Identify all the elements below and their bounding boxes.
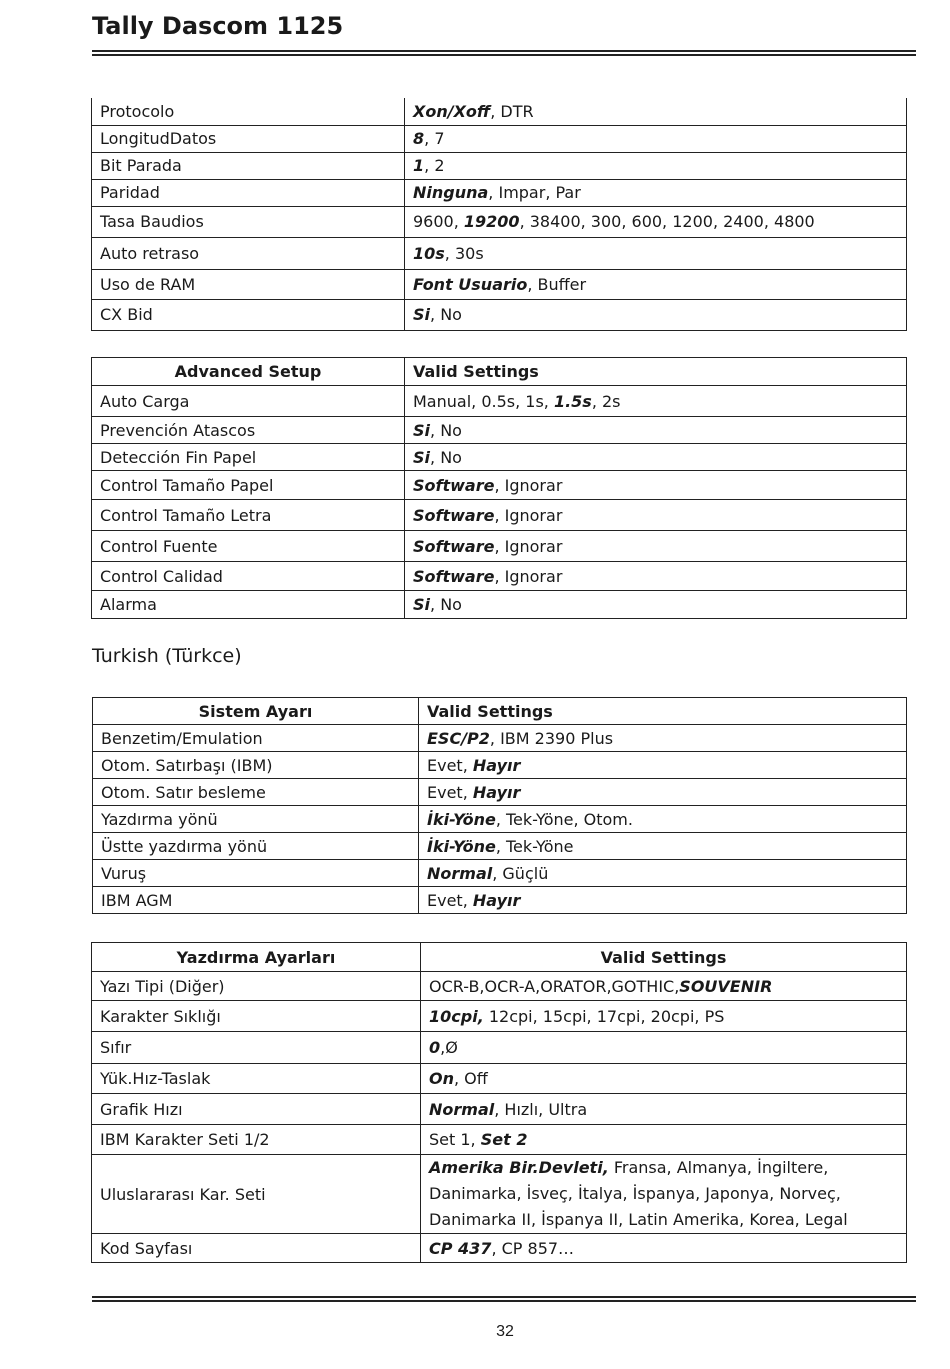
option-text: , Hızlı, Ultra	[494, 1099, 588, 1119]
option-text: , Ignorar	[494, 475, 563, 495]
default-value: Software	[413, 505, 495, 525]
table-row	[93, 725, 907, 752]
setting-label: Prevención Atascos	[92, 417, 405, 444]
default-value: Normal	[427, 863, 493, 883]
table-row	[92, 1001, 907, 1032]
option-text: , Off	[454, 1069, 488, 1088]
option-text: , Buffer	[527, 274, 587, 294]
setting-values	[405, 152, 907, 179]
option-text: , Ignorar	[494, 536, 563, 556]
column-header: Sistem Ayarı	[93, 698, 419, 725]
default-value: Hayır	[472, 755, 521, 775]
default-value: Si	[413, 595, 431, 614]
setting-label: Control Fuente	[92, 531, 405, 562]
setting-label: Control Tamaño Papel	[92, 471, 405, 500]
setting-values	[421, 972, 907, 1001]
setting-values	[405, 386, 907, 417]
setting-values	[405, 269, 907, 299]
serial-settings-table	[91, 98, 907, 331]
column-header: Advanced Setup	[92, 358, 405, 386]
default-value: 0	[429, 1038, 441, 1057]
option-text: , Impar, Par	[488, 183, 581, 202]
table-row	[93, 806, 907, 833]
option-text: , Tek-Yöne	[495, 836, 574, 856]
setting-values	[419, 860, 907, 887]
setting-values	[405, 531, 907, 562]
default-value: Si	[413, 305, 431, 324]
setting-label: Kod Sayfası	[92, 1234, 421, 1263]
option-text: , Ignorar	[494, 566, 563, 586]
default-value: Software	[413, 536, 495, 556]
table-row	[92, 471, 907, 500]
setting-values	[405, 444, 907, 471]
table-row	[92, 98, 907, 125]
setting-label: Uluslararası Kar. Seti	[92, 1155, 421, 1234]
option-text: , CP 857…	[491, 1238, 575, 1258]
setting-label: Bit Parada	[92, 152, 405, 179]
option-text: Manual, 0.5s, 1s,	[413, 391, 554, 411]
setting-values	[421, 1155, 907, 1234]
option-text: , No	[430, 595, 462, 614]
setting-values	[405, 500, 907, 531]
setting-label: Yazı Tipi (Diğer)	[92, 972, 421, 1001]
option-text: , 7	[424, 129, 445, 148]
setting-values	[421, 1234, 907, 1263]
table-row	[92, 1125, 907, 1155]
table-row	[92, 1094, 907, 1125]
option-text: ,Ø	[440, 1038, 458, 1057]
setting-values	[421, 1094, 907, 1125]
option-text: , 2s	[591, 391, 621, 411]
default-value: Hayır	[472, 782, 521, 802]
setting-label: Uso de RAM	[92, 269, 405, 299]
setting-values	[405, 562, 907, 591]
setting-values	[405, 125, 907, 152]
setting-label: Control Tamaño Letra	[92, 500, 405, 531]
default-value: 10s	[413, 243, 445, 263]
table-row	[93, 752, 907, 779]
table-row	[92, 972, 907, 1001]
setting-label: Grafik Hızı	[92, 1094, 421, 1125]
table-row	[92, 179, 907, 206]
table-row	[92, 1155, 907, 1234]
setting-label: IBM Karakter Seti 1/2	[92, 1125, 421, 1155]
table-row	[92, 299, 907, 330]
default-value: 10cpi,	[429, 1006, 484, 1026]
setting-label: Auto retraso	[92, 237, 405, 269]
setting-values	[421, 1001, 907, 1032]
default-value: ESC/P2	[427, 728, 490, 748]
setting-label: LongitudDatos	[92, 125, 405, 152]
option-text: , No	[430, 447, 462, 467]
option-text: Set 1,	[429, 1130, 481, 1149]
table-row	[93, 887, 907, 914]
option-text: , Ignorar	[494, 505, 563, 525]
footer-rule	[92, 1296, 916, 1302]
default-value: Font Usuario	[413, 274, 528, 294]
setting-label: Otom. Satırbaşı (IBM)	[93, 752, 419, 779]
column-header: Valid Settings	[419, 698, 907, 725]
setting-values	[421, 1125, 907, 1155]
page-number: 32	[496, 1323, 514, 1340]
option-text: , 2	[424, 156, 445, 175]
header-rule	[92, 50, 916, 56]
default-value: Ninguna	[413, 183, 489, 202]
column-header: Valid Settings	[421, 943, 907, 972]
setting-label: Protocolo	[92, 98, 405, 125]
default-value: Software	[413, 566, 495, 586]
option-text: , Güçlü	[492, 863, 549, 883]
setting-label: Otom. Satır besleme	[93, 779, 419, 806]
setting-label: Control Calidad	[92, 562, 405, 591]
option-text: Evet,	[427, 755, 473, 775]
table-row	[92, 1064, 907, 1094]
default-value: SOUVENIR	[679, 976, 773, 996]
option-text: , DTR	[490, 101, 534, 121]
setting-values	[419, 725, 907, 752]
setting-values	[421, 1064, 907, 1094]
setting-values	[421, 1032, 907, 1064]
section-heading: Turkish (Türkce)	[92, 645, 242, 667]
table-row	[92, 444, 907, 471]
setting-values	[419, 806, 907, 833]
option-text: Evet,	[427, 782, 473, 802]
setting-values	[419, 779, 907, 806]
setting-values	[405, 206, 907, 237]
default-value: İki-Yöne	[427, 836, 496, 856]
column-header: Yazdırma Ayarları	[92, 943, 421, 972]
default-value: Set 2	[480, 1130, 528, 1149]
table-row	[92, 591, 907, 619]
setting-label: IBM AGM	[93, 887, 419, 914]
setting-label: Auto Carga	[92, 386, 405, 417]
setting-label: Vuruş	[93, 860, 419, 887]
setting-label: Benzetim/Emulation	[93, 725, 419, 752]
setting-label: CX Bid	[92, 299, 405, 330]
table-row	[92, 417, 907, 444]
table-row	[92, 531, 907, 562]
setting-label: Paridad	[92, 179, 405, 206]
setting-label: Tasa Baudios	[92, 206, 405, 237]
setting-values	[405, 237, 907, 269]
option-text: , IBM 2390 Plus	[489, 728, 614, 748]
default-value: 19200	[463, 212, 520, 231]
option-text: , 38400, 300, 600, 1200, 2400, 4800	[519, 212, 815, 231]
advanced-setup-table	[91, 357, 907, 619]
option-text: OCR-B,OCR-A,ORATOR,GOTHIC,	[429, 976, 680, 996]
setting-label: Yük.Hız-Taslak	[92, 1064, 421, 1094]
setting-label: Detección Fin Papel	[92, 444, 405, 471]
setting-values	[419, 887, 907, 914]
setting-label: Alarma	[92, 591, 405, 619]
column-header: Valid Settings	[405, 358, 907, 386]
default-value: 1.5s	[553, 391, 592, 411]
setting-values	[419, 752, 907, 779]
setting-values	[419, 833, 907, 860]
table-row	[92, 269, 907, 299]
table-row	[92, 206, 907, 237]
default-value: Si	[413, 447, 431, 467]
setting-values	[405, 98, 907, 125]
setting-values	[405, 471, 907, 500]
option-text: , 30s	[444, 243, 484, 263]
option-text: , Tek-Yöne, Otom.	[495, 809, 633, 829]
setting-label: Üstte yazdırma yönü	[93, 833, 419, 860]
table-row	[92, 237, 907, 269]
table-row	[93, 833, 907, 860]
setting-label: Yazdırma yönü	[93, 806, 419, 833]
system-settings-table	[92, 697, 907, 914]
default-value: Xon/Xoff	[413, 101, 491, 121]
setting-values	[405, 417, 907, 444]
option-text: 9600,	[413, 212, 464, 231]
setting-values	[405, 299, 907, 330]
default-value: Amerika Bir.Devleti,	[429, 1158, 609, 1177]
print-settings-table	[91, 942, 907, 1263]
document-title: Tally Dascom 1125	[92, 12, 344, 40]
setting-label: Karakter Sıklığı	[92, 1001, 421, 1032]
table-row	[92, 1032, 907, 1064]
option-text: Evet,	[427, 890, 473, 910]
setting-values	[405, 591, 907, 619]
default-value: 8	[413, 129, 425, 148]
default-value: 1	[413, 156, 425, 175]
table-row	[93, 779, 907, 806]
option-text: Fransa, Almanya, İngiltere, Danimarka, İsveç, İtalya, İspanya, Japonya, Norveç, Danimarka II, İspanya II, Latin Amerika, Korea, Legal	[429, 1158, 848, 1229]
option-text: , No	[430, 420, 462, 440]
default-value: Software	[413, 475, 495, 495]
default-value: Si	[413, 420, 431, 440]
table-row	[92, 125, 907, 152]
table-row	[92, 386, 907, 417]
table-row	[92, 562, 907, 591]
option-text: , No	[430, 305, 462, 324]
table-row	[93, 860, 907, 887]
default-value: İki-Yöne	[427, 809, 496, 829]
table-row	[92, 1234, 907, 1263]
default-value: CP 437	[429, 1238, 492, 1258]
table-row	[92, 500, 907, 531]
table-row	[92, 152, 907, 179]
default-value: On	[429, 1069, 454, 1088]
default-value: Hayır	[472, 890, 521, 910]
setting-label: Sıfır	[92, 1032, 421, 1064]
default-value: Normal	[429, 1099, 495, 1119]
option-text: 12cpi, 15cpi, 17cpi, 20cpi, PS	[483, 1006, 725, 1026]
setting-values	[405, 179, 907, 206]
